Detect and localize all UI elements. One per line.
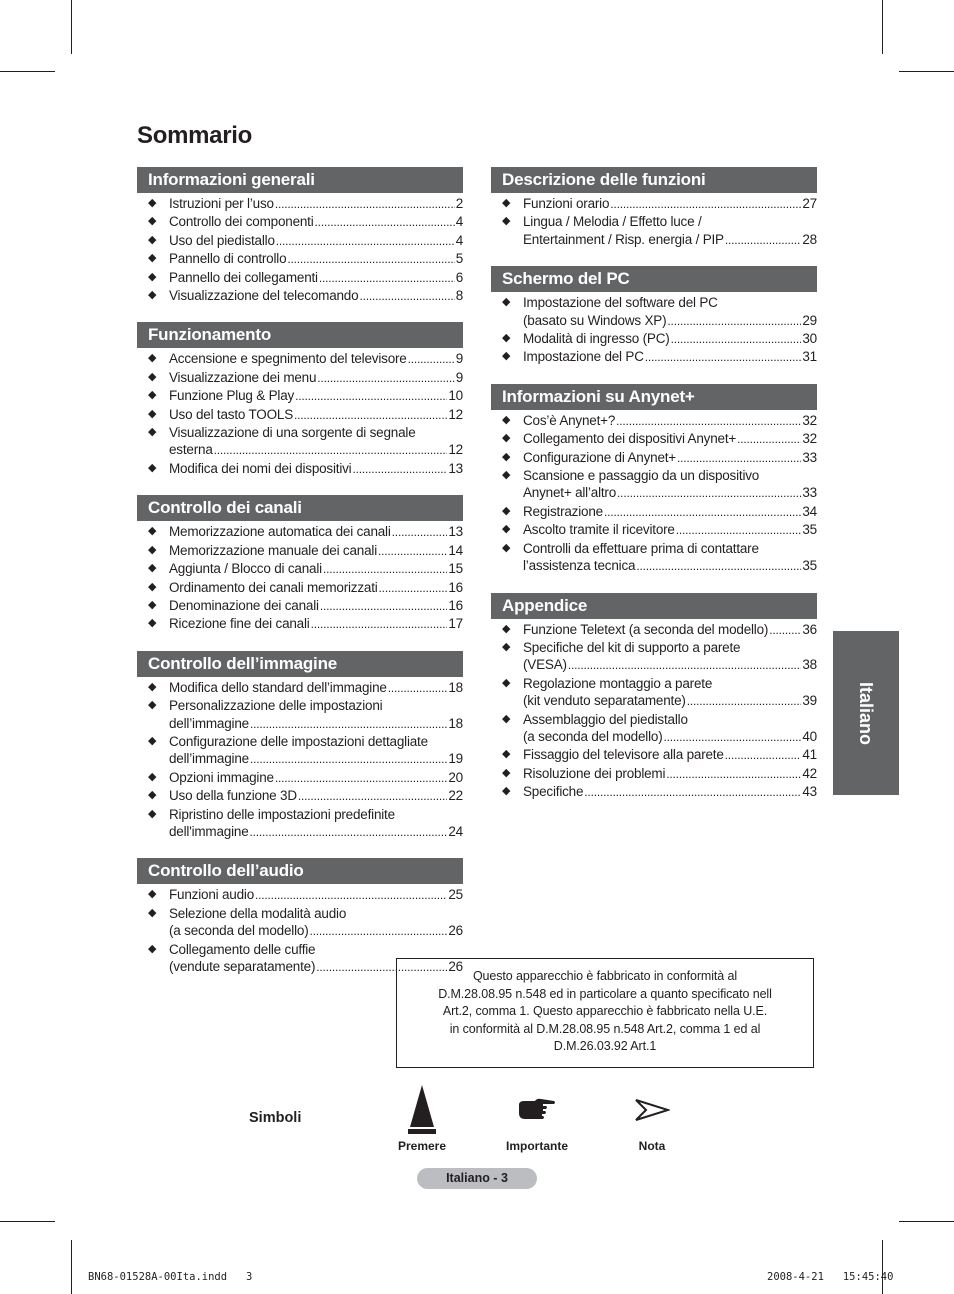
section-heading: Informazioni generali bbox=[137, 167, 463, 193]
dot-leader bbox=[388, 680, 448, 697]
dot-leader bbox=[353, 461, 448, 478]
page-reference: 31 bbox=[802, 349, 817, 365]
page-reference: 42 bbox=[802, 765, 817, 781]
entry-text: Registrazione bbox=[523, 503, 603, 519]
entry-text: Personalizzazione delle impostazioni bbox=[169, 698, 383, 714]
dot-leader bbox=[769, 622, 801, 639]
dot-leader bbox=[250, 824, 448, 841]
diamond-bullet-icon: ◆ bbox=[148, 233, 157, 246]
entry-text: Uso del tasto TOOLS bbox=[169, 406, 294, 422]
page-reference: 10 bbox=[448, 388, 463, 404]
entry-text: (a seconda del modello) bbox=[523, 728, 663, 744]
diamond-bullet-icon: ◆ bbox=[148, 680, 157, 693]
page-reference: 39 bbox=[802, 693, 817, 709]
entry-text: esterna bbox=[169, 442, 213, 458]
page-reference: 12 bbox=[448, 406, 463, 422]
entry-text: Collegamento delle cuffie bbox=[169, 941, 316, 957]
compliance-notice bbox=[396, 958, 814, 1068]
entry-text: Uso del piedistallo bbox=[169, 232, 275, 248]
toc-entry bbox=[491, 765, 817, 783]
entry-text: Pannello di controllo bbox=[169, 251, 287, 267]
dot-leader bbox=[214, 442, 448, 459]
entry-text: Funzioni orario bbox=[523, 196, 610, 211]
diamond-bullet-icon: ◆ bbox=[148, 407, 157, 420]
entry-text: (VESA) bbox=[523, 657, 567, 673]
toc-entry bbox=[137, 697, 463, 733]
page-reference: 34 bbox=[802, 503, 817, 519]
toc-entry bbox=[491, 675, 817, 711]
toc-column-right bbox=[491, 167, 817, 819]
footer-file-info: BN68-01528A-00Ita.indd 3 bbox=[88, 1271, 253, 1283]
toc-entry bbox=[137, 886, 463, 904]
toc-entry bbox=[491, 521, 817, 539]
diamond-bullet-icon: ◆ bbox=[148, 252, 157, 265]
diamond-bullet-icon: ◆ bbox=[502, 676, 511, 689]
entry-text: (basato su Windows XP) bbox=[523, 312, 667, 328]
dot-leader bbox=[255, 887, 447, 904]
diamond-bullet-icon: ◆ bbox=[148, 906, 157, 919]
entry-text: Fissaggio del televisore alla parete bbox=[523, 747, 724, 763]
toc-entry bbox=[137, 787, 463, 805]
section-heading: Descrizione delle funzioni bbox=[491, 167, 817, 193]
entry-text: Accensione e spegnimento del televisore bbox=[169, 351, 407, 367]
toc-entry bbox=[491, 430, 817, 448]
entry-text: Lingua / Melodia / Effetto luce / bbox=[523, 214, 702, 230]
page-reference: 22 bbox=[448, 788, 463, 804]
toc-entry bbox=[137, 523, 463, 541]
dot-leader bbox=[275, 196, 455, 213]
toc-section bbox=[137, 322, 463, 478]
entry-text: Assemblaggio del piedistallo bbox=[523, 711, 688, 727]
diamond-bullet-icon: ◆ bbox=[502, 541, 511, 554]
page-reference: 17 bbox=[448, 616, 463, 632]
entry-text: Modalità di ingresso (PC) bbox=[523, 331, 670, 347]
toc-section bbox=[491, 167, 817, 249]
diamond-bullet-icon: ◆ bbox=[148, 426, 157, 439]
diamond-bullet-icon: ◆ bbox=[148, 525, 157, 538]
toc-entry bbox=[491, 348, 817, 366]
entry-text: Configurazione delle impostazioni dettagliate bbox=[169, 733, 428, 749]
toc-entry bbox=[137, 269, 463, 287]
toc-entry bbox=[137, 733, 463, 769]
dot-leader bbox=[687, 693, 802, 710]
section-heading: Controllo dei canali bbox=[137, 495, 463, 521]
diamond-bullet-icon: ◆ bbox=[502, 523, 511, 536]
entry-text: Ricezione fine dei canali bbox=[169, 616, 310, 632]
page-reference: 4 bbox=[455, 214, 463, 230]
entry-text: Selezione della modalità audio bbox=[169, 905, 347, 921]
diamond-bullet-icon: ◆ bbox=[148, 807, 157, 820]
dot-leader bbox=[298, 788, 447, 805]
crop-mark bbox=[899, 71, 954, 72]
toc-entry bbox=[491, 294, 817, 330]
diamond-bullet-icon: ◆ bbox=[148, 734, 157, 747]
diamond-bullet-icon: ◆ bbox=[502, 640, 511, 653]
entry-text: Memorizzazione manuale dei canali bbox=[169, 542, 378, 558]
entry-text: Visualizzazione del telecomando bbox=[169, 288, 359, 304]
dot-leader bbox=[276, 233, 455, 250]
entry-text: Funzione Teletext (a seconda del modello) bbox=[523, 621, 769, 637]
toc-entry bbox=[137, 905, 463, 941]
entry-text: Aggiunta / Blocco di canali bbox=[169, 561, 322, 577]
entry-text: Controlli da effettuare prima di contattare bbox=[523, 540, 759, 556]
language-side-tab bbox=[833, 631, 899, 795]
toc-entry bbox=[137, 579, 463, 597]
entry-text: Funzione Plug & Play bbox=[169, 388, 295, 404]
toc-entry bbox=[137, 597, 463, 615]
dot-leader bbox=[568, 657, 802, 674]
dot-leader bbox=[275, 770, 448, 787]
entry-text: Istruzioni per l’uso bbox=[169, 196, 274, 211]
page-reference: 13 bbox=[448, 524, 463, 540]
dot-leader bbox=[315, 214, 455, 231]
toc-entry bbox=[491, 503, 817, 521]
page-reference: 30 bbox=[802, 331, 817, 347]
entry-text: Impostazione del software del PC bbox=[523, 295, 718, 311]
symbol-label: Nota bbox=[638, 1139, 666, 1153]
diamond-bullet-icon: ◆ bbox=[502, 432, 511, 445]
dot-leader bbox=[287, 251, 454, 268]
page-reference: 9 bbox=[455, 369, 463, 385]
entry-text: Ripristino delle impostazioni predefinite bbox=[169, 806, 395, 822]
toc-entry bbox=[491, 746, 817, 764]
side-tab-label: Italiano bbox=[856, 681, 877, 745]
toc-entry bbox=[137, 232, 463, 250]
page-reference: 19 bbox=[448, 751, 463, 767]
diamond-bullet-icon: ◆ bbox=[148, 270, 157, 283]
toc-entry bbox=[137, 287, 463, 305]
page-reference: 24 bbox=[448, 823, 463, 839]
entry-text: Specifiche bbox=[523, 784, 584, 800]
entry-text: Configurazione di Anynet+ bbox=[523, 449, 676, 465]
entry-text: Funzioni audio bbox=[169, 887, 255, 903]
entry-text: Modifica dei nomi dei dispositivi bbox=[169, 460, 352, 476]
dot-leader bbox=[317, 370, 454, 387]
diamond-bullet-icon: ◆ bbox=[502, 785, 511, 798]
dot-leader bbox=[379, 580, 448, 597]
page-reference: 38 bbox=[802, 657, 817, 673]
section-heading: Appendice bbox=[491, 593, 817, 619]
page-reference: 26 bbox=[448, 959, 463, 974]
crop-mark bbox=[0, 1221, 55, 1222]
dot-leader bbox=[294, 407, 447, 424]
entry-text: (kit venduto separatamente) bbox=[523, 693, 686, 709]
toc-entry bbox=[491, 621, 817, 639]
diamond-bullet-icon: ◆ bbox=[502, 215, 511, 228]
crop-mark bbox=[0, 71, 55, 72]
toc-entry bbox=[491, 213, 817, 249]
page-reference: 15 bbox=[448, 561, 463, 577]
diamond-bullet-icon: ◆ bbox=[502, 296, 511, 309]
page-reference: 14 bbox=[448, 542, 463, 558]
dot-leader bbox=[311, 616, 448, 633]
page-reference: 6 bbox=[455, 269, 463, 285]
page-reference: 35 bbox=[802, 558, 817, 574]
dot-leader bbox=[250, 751, 447, 768]
entry-text: Denominazione dei canali bbox=[169, 597, 319, 613]
diamond-bullet-icon: ◆ bbox=[148, 888, 157, 901]
entry-text: Memorizzazione automatica dei canali bbox=[169, 524, 391, 540]
toc-entry bbox=[491, 540, 817, 576]
entry-text: Impostazione del PC bbox=[523, 349, 644, 365]
diamond-bullet-icon: ◆ bbox=[148, 580, 157, 593]
page-reference: 33 bbox=[802, 449, 817, 465]
diamond-bullet-icon: ◆ bbox=[502, 622, 511, 635]
page-reference: 18 bbox=[448, 715, 463, 731]
toc-entry bbox=[137, 387, 463, 405]
symbol-label: Premere bbox=[397, 1139, 447, 1153]
diamond-bullet-icon: ◆ bbox=[148, 370, 157, 383]
diamond-bullet-icon: ◆ bbox=[148, 770, 157, 783]
dot-leader bbox=[584, 784, 801, 801]
diamond-bullet-icon: ◆ bbox=[502, 332, 511, 345]
toc-entry bbox=[137, 679, 463, 697]
page-reference: 40 bbox=[802, 728, 817, 744]
crop-mark bbox=[899, 1221, 954, 1222]
symbols-label: Simboli bbox=[249, 1110, 302, 1126]
page-reference: 36 bbox=[802, 621, 817, 637]
toc-section bbox=[137, 651, 463, 842]
hand-pointer-icon bbox=[492, 1083, 582, 1137]
entry-text: Ordinamento dei canali memorizzati bbox=[169, 579, 378, 595]
dot-leader bbox=[617, 485, 801, 502]
diamond-bullet-icon: ◆ bbox=[148, 562, 157, 575]
diamond-bullet-icon: ◆ bbox=[148, 942, 157, 955]
page-reference: 26 bbox=[448, 923, 463, 939]
symbol-nota bbox=[607, 1083, 697, 1153]
dot-leader bbox=[667, 313, 801, 330]
toc-entry bbox=[137, 560, 463, 578]
dot-leader bbox=[725, 232, 802, 249]
page-number-pill: Italiano - 3 bbox=[417, 1168, 537, 1189]
diamond-bullet-icon: ◆ bbox=[502, 350, 511, 363]
entry-text: Pannello dei collegamenti bbox=[169, 269, 318, 285]
toc-section bbox=[137, 495, 463, 633]
entry-text: (vendute separatamente) bbox=[169, 959, 316, 974]
toc-section bbox=[491, 593, 817, 802]
toc-entry bbox=[137, 369, 463, 387]
dot-leader bbox=[378, 543, 447, 560]
footer-date-info: 2008-4-21 15:45:40 bbox=[767, 1271, 894, 1283]
diamond-bullet-icon: ◆ bbox=[148, 352, 157, 365]
page-reference: 4 bbox=[455, 232, 463, 248]
toc-entry bbox=[137, 250, 463, 268]
entry-text: Regolazione montaggio a parete bbox=[523, 675, 713, 691]
toc-section bbox=[491, 384, 817, 576]
diamond-bullet-icon: ◆ bbox=[148, 789, 157, 802]
toc-column-left bbox=[137, 167, 463, 993]
entry-text: Uso della funzione 3D bbox=[169, 788, 297, 804]
page-reference: 8 bbox=[455, 288, 463, 304]
entry-text: l’assistenza tecnica bbox=[523, 558, 636, 574]
diamond-bullet-icon: ◆ bbox=[502, 469, 511, 482]
toc-entry bbox=[137, 424, 463, 460]
dot-leader bbox=[604, 504, 801, 521]
push-icon bbox=[377, 1083, 467, 1137]
toc-entry bbox=[491, 412, 817, 430]
notice-line: Art.2, comma 1. Questo apparecchio è fabbricato nella U.E. bbox=[442, 1004, 768, 1018]
crop-mark bbox=[71, 0, 72, 54]
entry-text: dell'immagine bbox=[169, 823, 249, 839]
page-reference: 27 bbox=[802, 196, 817, 211]
diamond-bullet-icon: ◆ bbox=[148, 289, 157, 302]
section-heading: Funzionamento bbox=[137, 322, 463, 348]
page-reference: 13 bbox=[448, 460, 463, 476]
dot-leader bbox=[408, 351, 455, 368]
toc-entry bbox=[491, 783, 817, 801]
notice-line: in conformità al D.M.28.08.95 n.548 Art.2, comma 1 ed al bbox=[449, 1021, 761, 1036]
diamond-bullet-icon: ◆ bbox=[148, 543, 157, 556]
entry-text: Opzioni immagine bbox=[169, 769, 274, 785]
page-reference: 35 bbox=[802, 522, 817, 538]
toc-entry bbox=[137, 213, 463, 231]
entry-text: Modifica dello standard dell’immagine bbox=[169, 679, 387, 695]
page-reference: 9 bbox=[455, 351, 463, 367]
notice-line: Questo apparecchio è fabbricato in conformità al bbox=[472, 969, 738, 983]
entry-text: Risoluzione dei problemi bbox=[523, 765, 666, 781]
toc-entry bbox=[491, 330, 817, 348]
diamond-bullet-icon: ◆ bbox=[502, 413, 511, 426]
dot-leader bbox=[645, 349, 802, 366]
entry-text: Specifiche del kit di supporto a parete bbox=[523, 639, 741, 655]
page-reference: 43 bbox=[802, 784, 817, 800]
toc-entry bbox=[491, 195, 817, 213]
page-reference: 32 bbox=[802, 431, 817, 447]
toc-entry bbox=[137, 769, 463, 787]
page-reference: 2 bbox=[455, 196, 463, 211]
dot-leader bbox=[666, 766, 801, 783]
dot-leader bbox=[320, 598, 448, 615]
page-reference: 32 bbox=[802, 412, 817, 428]
toc-entry bbox=[137, 615, 463, 633]
entry-text: Collegamento dei dispositivi Anynet+ bbox=[523, 431, 737, 447]
toc-entry bbox=[491, 449, 817, 467]
section-heading: Controllo dell’immagine bbox=[137, 651, 463, 677]
symbol-importante bbox=[492, 1083, 582, 1153]
diamond-bullet-icon: ◆ bbox=[502, 197, 511, 209]
toc-entry bbox=[491, 711, 817, 747]
page-reference: 5 bbox=[455, 251, 463, 267]
dot-leader bbox=[359, 288, 454, 305]
entry-text: Controllo dei componenti bbox=[169, 214, 314, 230]
diamond-bullet-icon: ◆ bbox=[148, 617, 157, 630]
dot-leader bbox=[725, 747, 802, 764]
toc-entry bbox=[137, 195, 463, 213]
toc-entry bbox=[137, 460, 463, 478]
toc-entry bbox=[491, 467, 817, 503]
entry-text: Anynet+ all’altro bbox=[523, 485, 617, 501]
page-reference: 16 bbox=[448, 597, 463, 613]
dot-leader bbox=[323, 561, 447, 578]
page-reference: 16 bbox=[448, 579, 463, 595]
dot-leader bbox=[309, 923, 447, 940]
dot-leader bbox=[671, 331, 802, 348]
page-reference: 18 bbox=[448, 679, 463, 695]
page-reference: 33 bbox=[802, 485, 817, 501]
page-reference: 25 bbox=[448, 887, 463, 903]
dot-leader bbox=[392, 524, 448, 541]
section-heading: Informazioni su Anynet+ bbox=[491, 384, 817, 410]
notice-line: D.M.28.08.95 n.548 ed in particolare a quanto specificato nell bbox=[438, 986, 772, 1001]
entry-text: dell’immagine bbox=[169, 751, 249, 767]
diamond-bullet-icon: ◆ bbox=[148, 389, 157, 402]
page-reference: 12 bbox=[448, 442, 463, 458]
crop-mark bbox=[71, 1240, 72, 1294]
diamond-bullet-icon: ◆ bbox=[148, 461, 157, 474]
toc-entry bbox=[137, 406, 463, 424]
toc-entry bbox=[137, 350, 463, 368]
symbol-label: Importante bbox=[505, 1139, 568, 1153]
dot-leader bbox=[295, 388, 447, 405]
dot-leader bbox=[610, 196, 801, 213]
toc-section bbox=[137, 167, 463, 305]
diamond-bullet-icon: ◆ bbox=[148, 598, 157, 611]
diamond-bullet-icon: ◆ bbox=[148, 197, 157, 209]
dot-leader bbox=[636, 558, 801, 575]
entry-text: Ascolto tramite il ricevitore bbox=[523, 522, 675, 538]
dot-leader bbox=[250, 716, 447, 733]
entry-text: Entertainment / Risp. energia / PIP bbox=[523, 231, 724, 247]
diamond-bullet-icon: ◆ bbox=[502, 450, 511, 463]
diamond-bullet-icon: ◆ bbox=[502, 504, 511, 517]
dot-leader bbox=[677, 450, 801, 467]
page-reference: 20 bbox=[448, 769, 463, 785]
entry-text: Visualizzazione di una sorgente di segnale bbox=[169, 425, 416, 441]
toc-entry bbox=[491, 639, 817, 675]
notice-line: D.M.26.03.92 Art.1 bbox=[553, 1039, 657, 1053]
entry-text: Scansione e passaggio da un dispositivo bbox=[523, 468, 760, 484]
diamond-bullet-icon: ◆ bbox=[502, 748, 511, 761]
diamond-bullet-icon: ◆ bbox=[148, 215, 157, 228]
toc-entry bbox=[137, 542, 463, 560]
toc-entry bbox=[137, 806, 463, 842]
entry-text: Cos’è Anynet+? bbox=[523, 412, 616, 428]
entry-text: Visualizzazione dei menu bbox=[169, 369, 317, 385]
page-title: Sommario bbox=[137, 122, 252, 149]
page-reference: 41 bbox=[802, 747, 817, 763]
crop-mark bbox=[882, 1240, 883, 1294]
diamond-bullet-icon: ◆ bbox=[502, 712, 511, 725]
page-reference: 29 bbox=[802, 312, 817, 328]
symbol-premere bbox=[377, 1083, 467, 1153]
page-reference: 28 bbox=[802, 231, 817, 247]
entry-text: dell’immagine bbox=[169, 715, 249, 731]
section-heading: Schermo del PC bbox=[491, 266, 817, 292]
diamond-bullet-icon: ◆ bbox=[148, 699, 157, 712]
dot-leader bbox=[676, 522, 802, 539]
dot-leader bbox=[319, 270, 455, 287]
toc-section bbox=[491, 266, 817, 367]
dot-leader bbox=[616, 413, 801, 430]
entry-text: (a seconda del modello) bbox=[169, 923, 309, 939]
arrow-icon bbox=[607, 1083, 697, 1137]
diamond-bullet-icon: ◆ bbox=[502, 766, 511, 779]
dot-leader bbox=[663, 729, 801, 746]
section-heading: Controllo dell’audio bbox=[137, 858, 463, 884]
dot-leader bbox=[737, 431, 801, 448]
crop-mark bbox=[882, 0, 883, 54]
